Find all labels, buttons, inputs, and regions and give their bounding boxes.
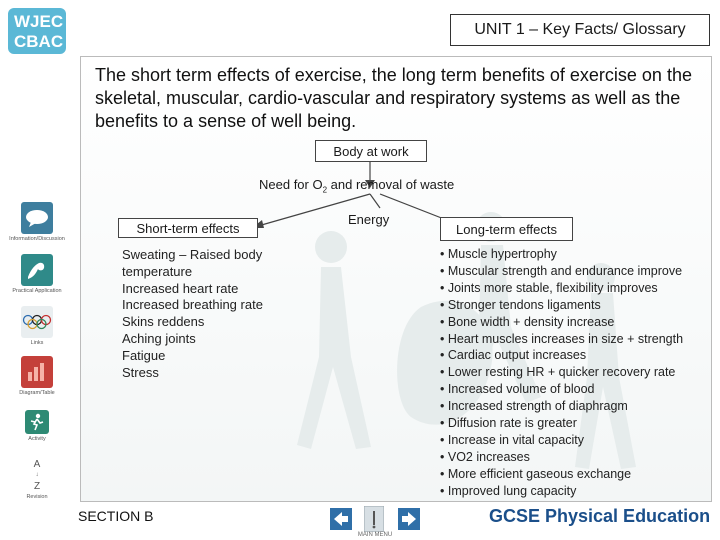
a-z-icon: A ↓ Z: [27, 458, 47, 492]
main-menu-button[interactable]: [364, 506, 384, 532]
short-term-box: [118, 218, 258, 238]
sidebar: [0, 190, 70, 510]
need-for-o2-label: Need for $O_2$ and removal of waste: [259, 177, 455, 195]
next-button[interactable]: [398, 508, 420, 530]
logo-line1: WJEC: [14, 12, 64, 31]
list-item: Sweating – Raised body temperature: [122, 247, 263, 279]
list-item: • Increase in vital capacity: [440, 432, 720, 449]
sidebar-item-label: Information/Discussion: [9, 236, 65, 242]
list-item: Skins reddens: [122, 314, 205, 330]
sidebar-item-information[interactable]: [4, 202, 70, 242]
sidebar-item-label: Links: [30, 340, 44, 346]
list-item: • Lower resting HR + quicker recovery rate: [440, 364, 720, 381]
sidebar-item-revision[interactable]: [4, 458, 70, 500]
sidebar-item-label: Activity: [28, 436, 46, 442]
list-item: Increased heart rate: [122, 280, 239, 296]
sidebar-item-label: Revision: [26, 494, 48, 500]
sidebar-item-label: Diagram/Table: [19, 390, 55, 396]
sidebar-item-links[interactable]: [4, 306, 70, 346]
rings-icon: [21, 306, 53, 338]
bar-chart-icon: [21, 356, 53, 388]
list-item: • Heart muscles increases in size + strength: [440, 331, 720, 348]
list-item: Stress: [122, 364, 159, 380]
long-term-title: Long-term effects: [456, 221, 557, 237]
wjec-cbac-logo: [8, 8, 66, 54]
list-item: • Muscle hypertrophy: [440, 246, 720, 263]
long-term-list: [440, 246, 720, 500]
long-term-box: [440, 217, 573, 241]
speech-bubble-icon: [21, 202, 53, 234]
runner-icon: [25, 410, 49, 434]
main-heading: The short term effects of exercise, the long term benefits of exercise on the skeletal, muscular, cardio-vascular and respiratory systems as well as the benefits to a sense of well being.: [95, 65, 692, 131]
list-item: • Bone width + density increase: [440, 314, 720, 331]
list-item: Increased breathing rate: [122, 297, 263, 313]
page-title-text: UNIT 1 – Key Facts/ Glossary: [474, 21, 686, 38]
energy-label: Energy: [348, 212, 390, 227]
list-item: • Increased volume of blood: [440, 381, 720, 398]
main-menu-label: MAIN MENU: [357, 532, 393, 538]
list-item: • Joints more stable, flexibility improves: [440, 280, 720, 297]
list-item: • More efficient gaseous exchange: [440, 466, 720, 483]
list-item: • VO2 increases: [440, 449, 720, 466]
page-title: [450, 14, 710, 46]
section-label: SECTION B: [78, 508, 154, 524]
list-item: • Cardiac output increases: [440, 347, 720, 364]
list-item: • Improved lung capacity: [440, 483, 720, 500]
body-at-work-box: [315, 140, 427, 162]
sidebar-item-practical[interactable]: [4, 254, 70, 294]
short-term-list: [122, 247, 292, 381]
list-item: • Increased strength of diaphragm: [440, 398, 720, 415]
short-term-title: Short-term effects: [136, 220, 240, 236]
previous-button[interactable]: [330, 508, 352, 530]
sidebar-item-label: Practical Application: [12, 288, 62, 294]
sidebar-item-activity[interactable]: [4, 410, 70, 442]
body-at-work-text: Body at work: [333, 143, 409, 159]
list-item: • Diffusion rate is greater: [440, 415, 720, 432]
sidebar-item-diagram[interactable]: [4, 356, 70, 396]
muscle-arm-icon: [21, 254, 53, 286]
logo-line2: CBAC: [14, 32, 64, 51]
list-item: • Muscular strength and endurance improve: [440, 263, 720, 280]
brand-title: GCSE Physical Education: [489, 506, 711, 526]
list-item: Fatigue: [122, 347, 166, 363]
list-item: • Stronger tendons ligaments: [440, 297, 720, 314]
list-item: Aching joints: [122, 330, 196, 346]
